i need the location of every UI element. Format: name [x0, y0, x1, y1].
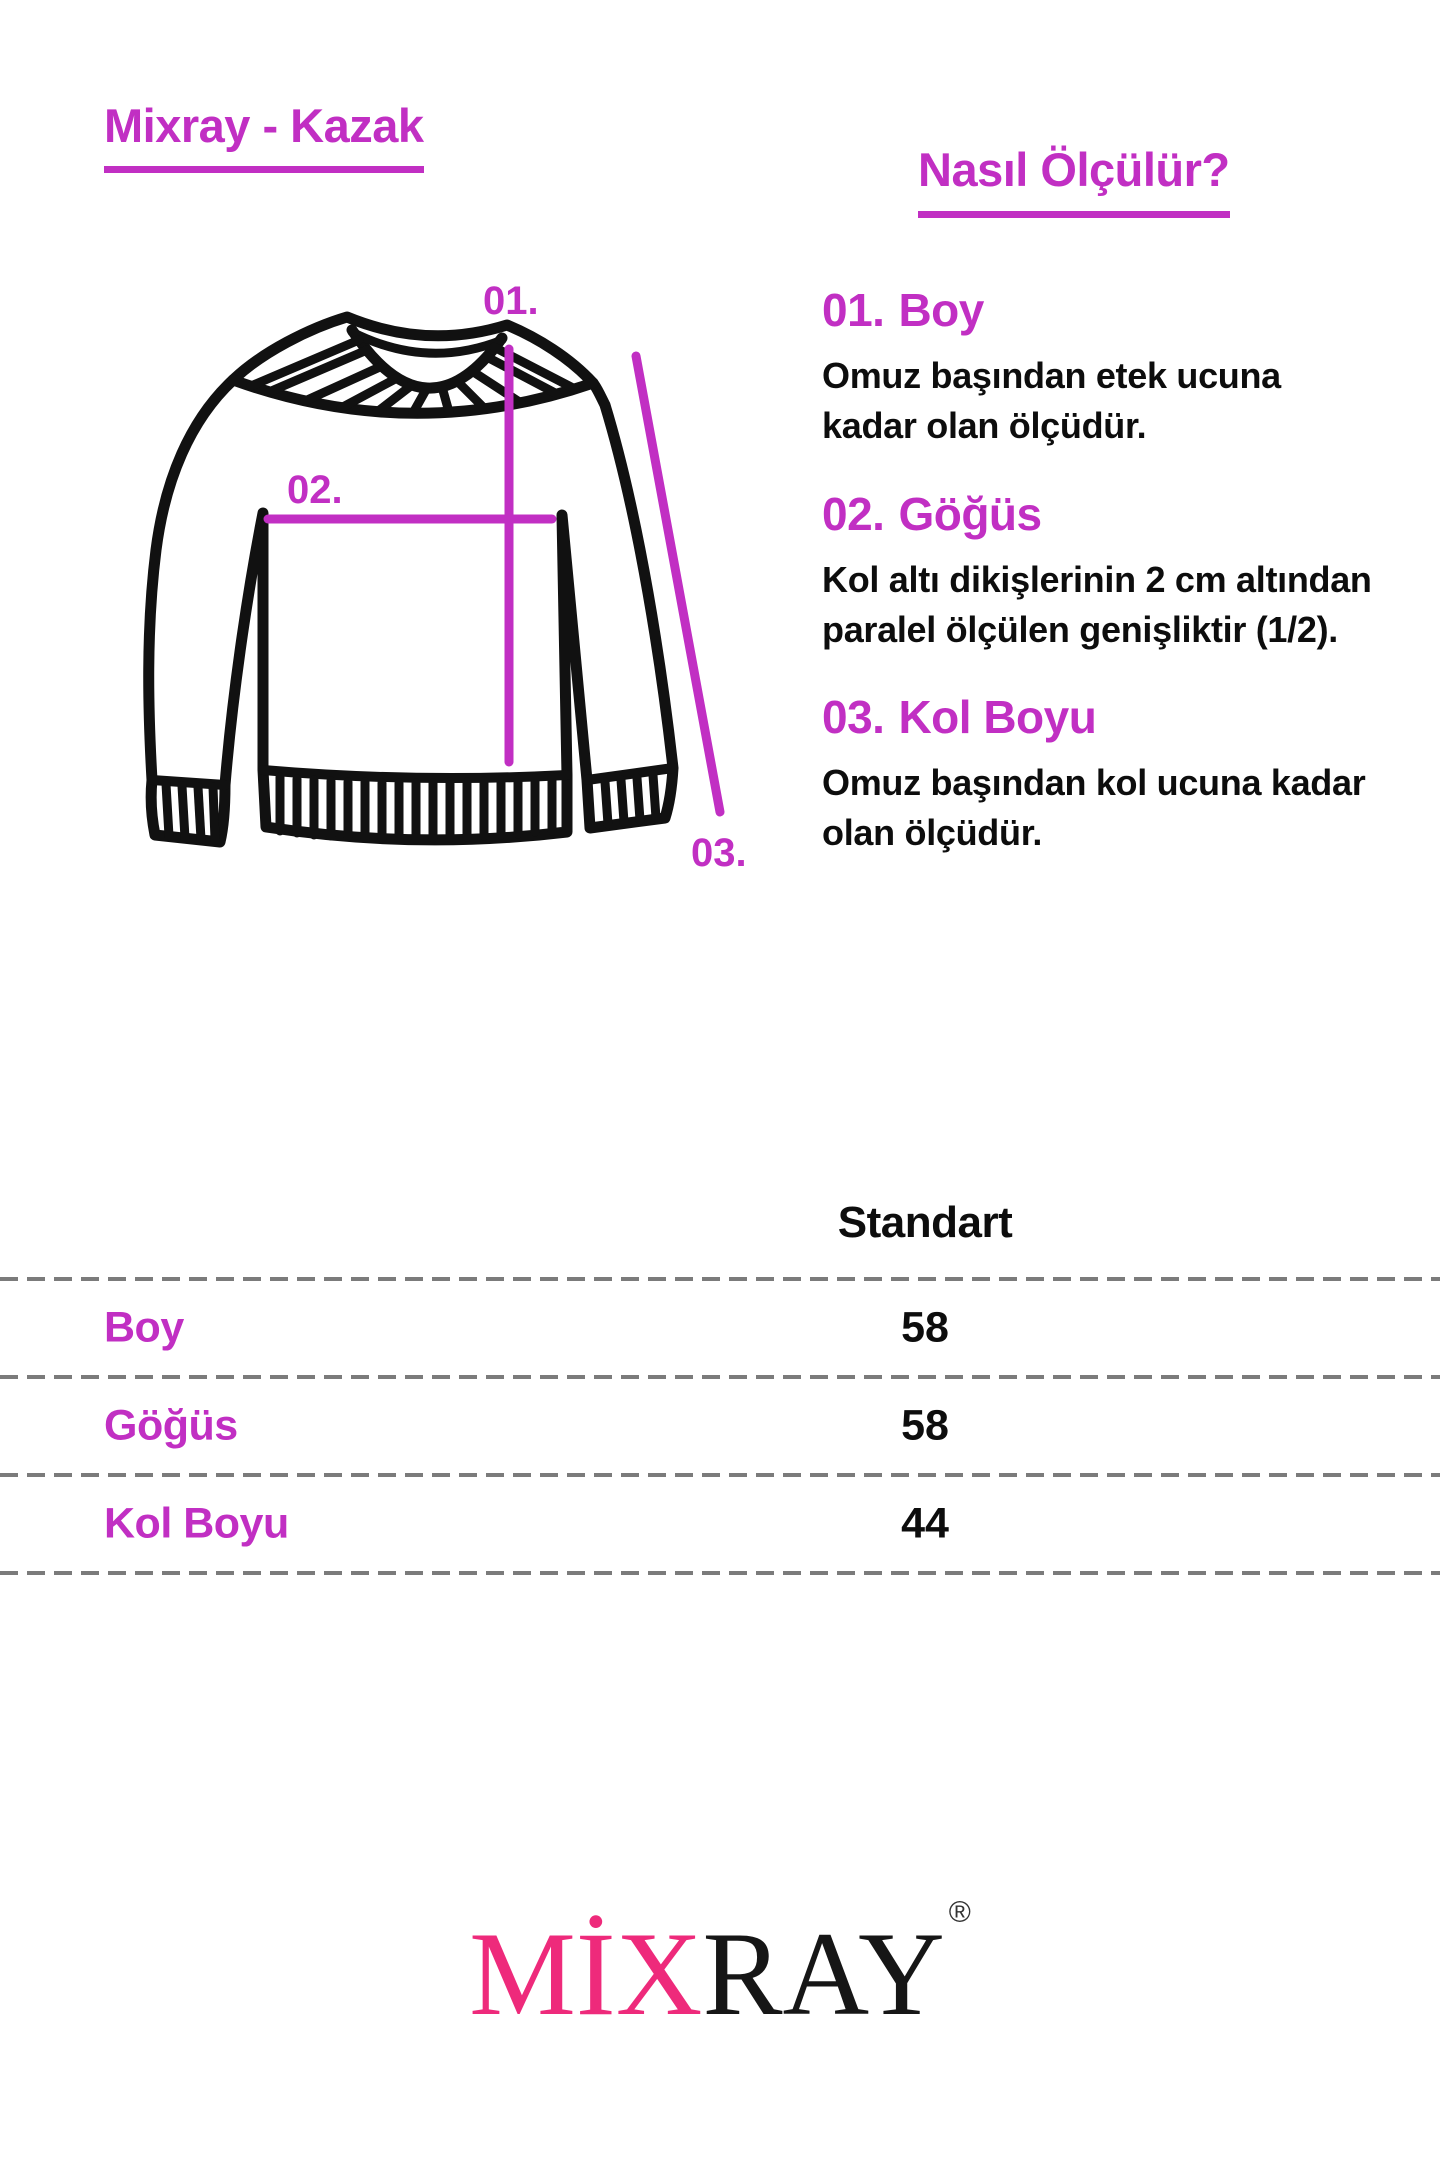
description-line: Kol altı dikişlerinin 2 cm altından: [822, 559, 1372, 600]
description-line: paralel ölçülen genişliktir (1/2).: [822, 609, 1338, 650]
row-value: 58: [901, 1303, 949, 1352]
page-title: Mixray - Kazak: [104, 98, 424, 173]
section-number: 01.: [822, 284, 885, 336]
table-row-gogus: [0, 1379, 1440, 1473]
size-column-header: Standart: [837, 1198, 1013, 1247]
section-number: 02.: [822, 488, 885, 540]
table-row-kolboyu: [0, 1477, 1440, 1571]
description-line: kadar olan ölçüdür.: [822, 405, 1147, 446]
row-label: Göğüs: [104, 1401, 238, 1450]
measure-label-boy: 01.: [483, 279, 539, 323]
measure-label-gogus: 02.: [287, 468, 343, 512]
registered-trademark-icon: ®: [948, 1896, 971, 1929]
table-row-boy: [0, 1281, 1440, 1375]
row-value: 58: [901, 1401, 949, 1450]
logo-part-pink: MİX: [469, 1907, 703, 2040]
section-number: 03.: [822, 691, 885, 743]
guide-heading: Nasıl Ölçülür?: [918, 142, 1230, 218]
section-name: Boy: [898, 284, 984, 336]
row-label: Kol Boyu: [104, 1499, 289, 1548]
section-name: Göğüs: [898, 488, 1042, 540]
measure-label-kolboyu: 03.: [691, 831, 747, 875]
section-name: Kol Boyu: [898, 691, 1097, 743]
logo-part-black: RAY: [702, 1907, 945, 2040]
table-divider: [0, 1571, 1440, 1575]
description-line: olan ölçüdür.: [822, 812, 1043, 853]
mixray-logo: [469, 1896, 971, 2043]
row-value: 44: [901, 1499, 949, 1548]
row-label: Boy: [104, 1303, 184, 1352]
description-line: Omuz başından etek ucuna: [822, 355, 1281, 396]
description-line: Omuz başından kol ucuna kadar: [822, 762, 1366, 803]
